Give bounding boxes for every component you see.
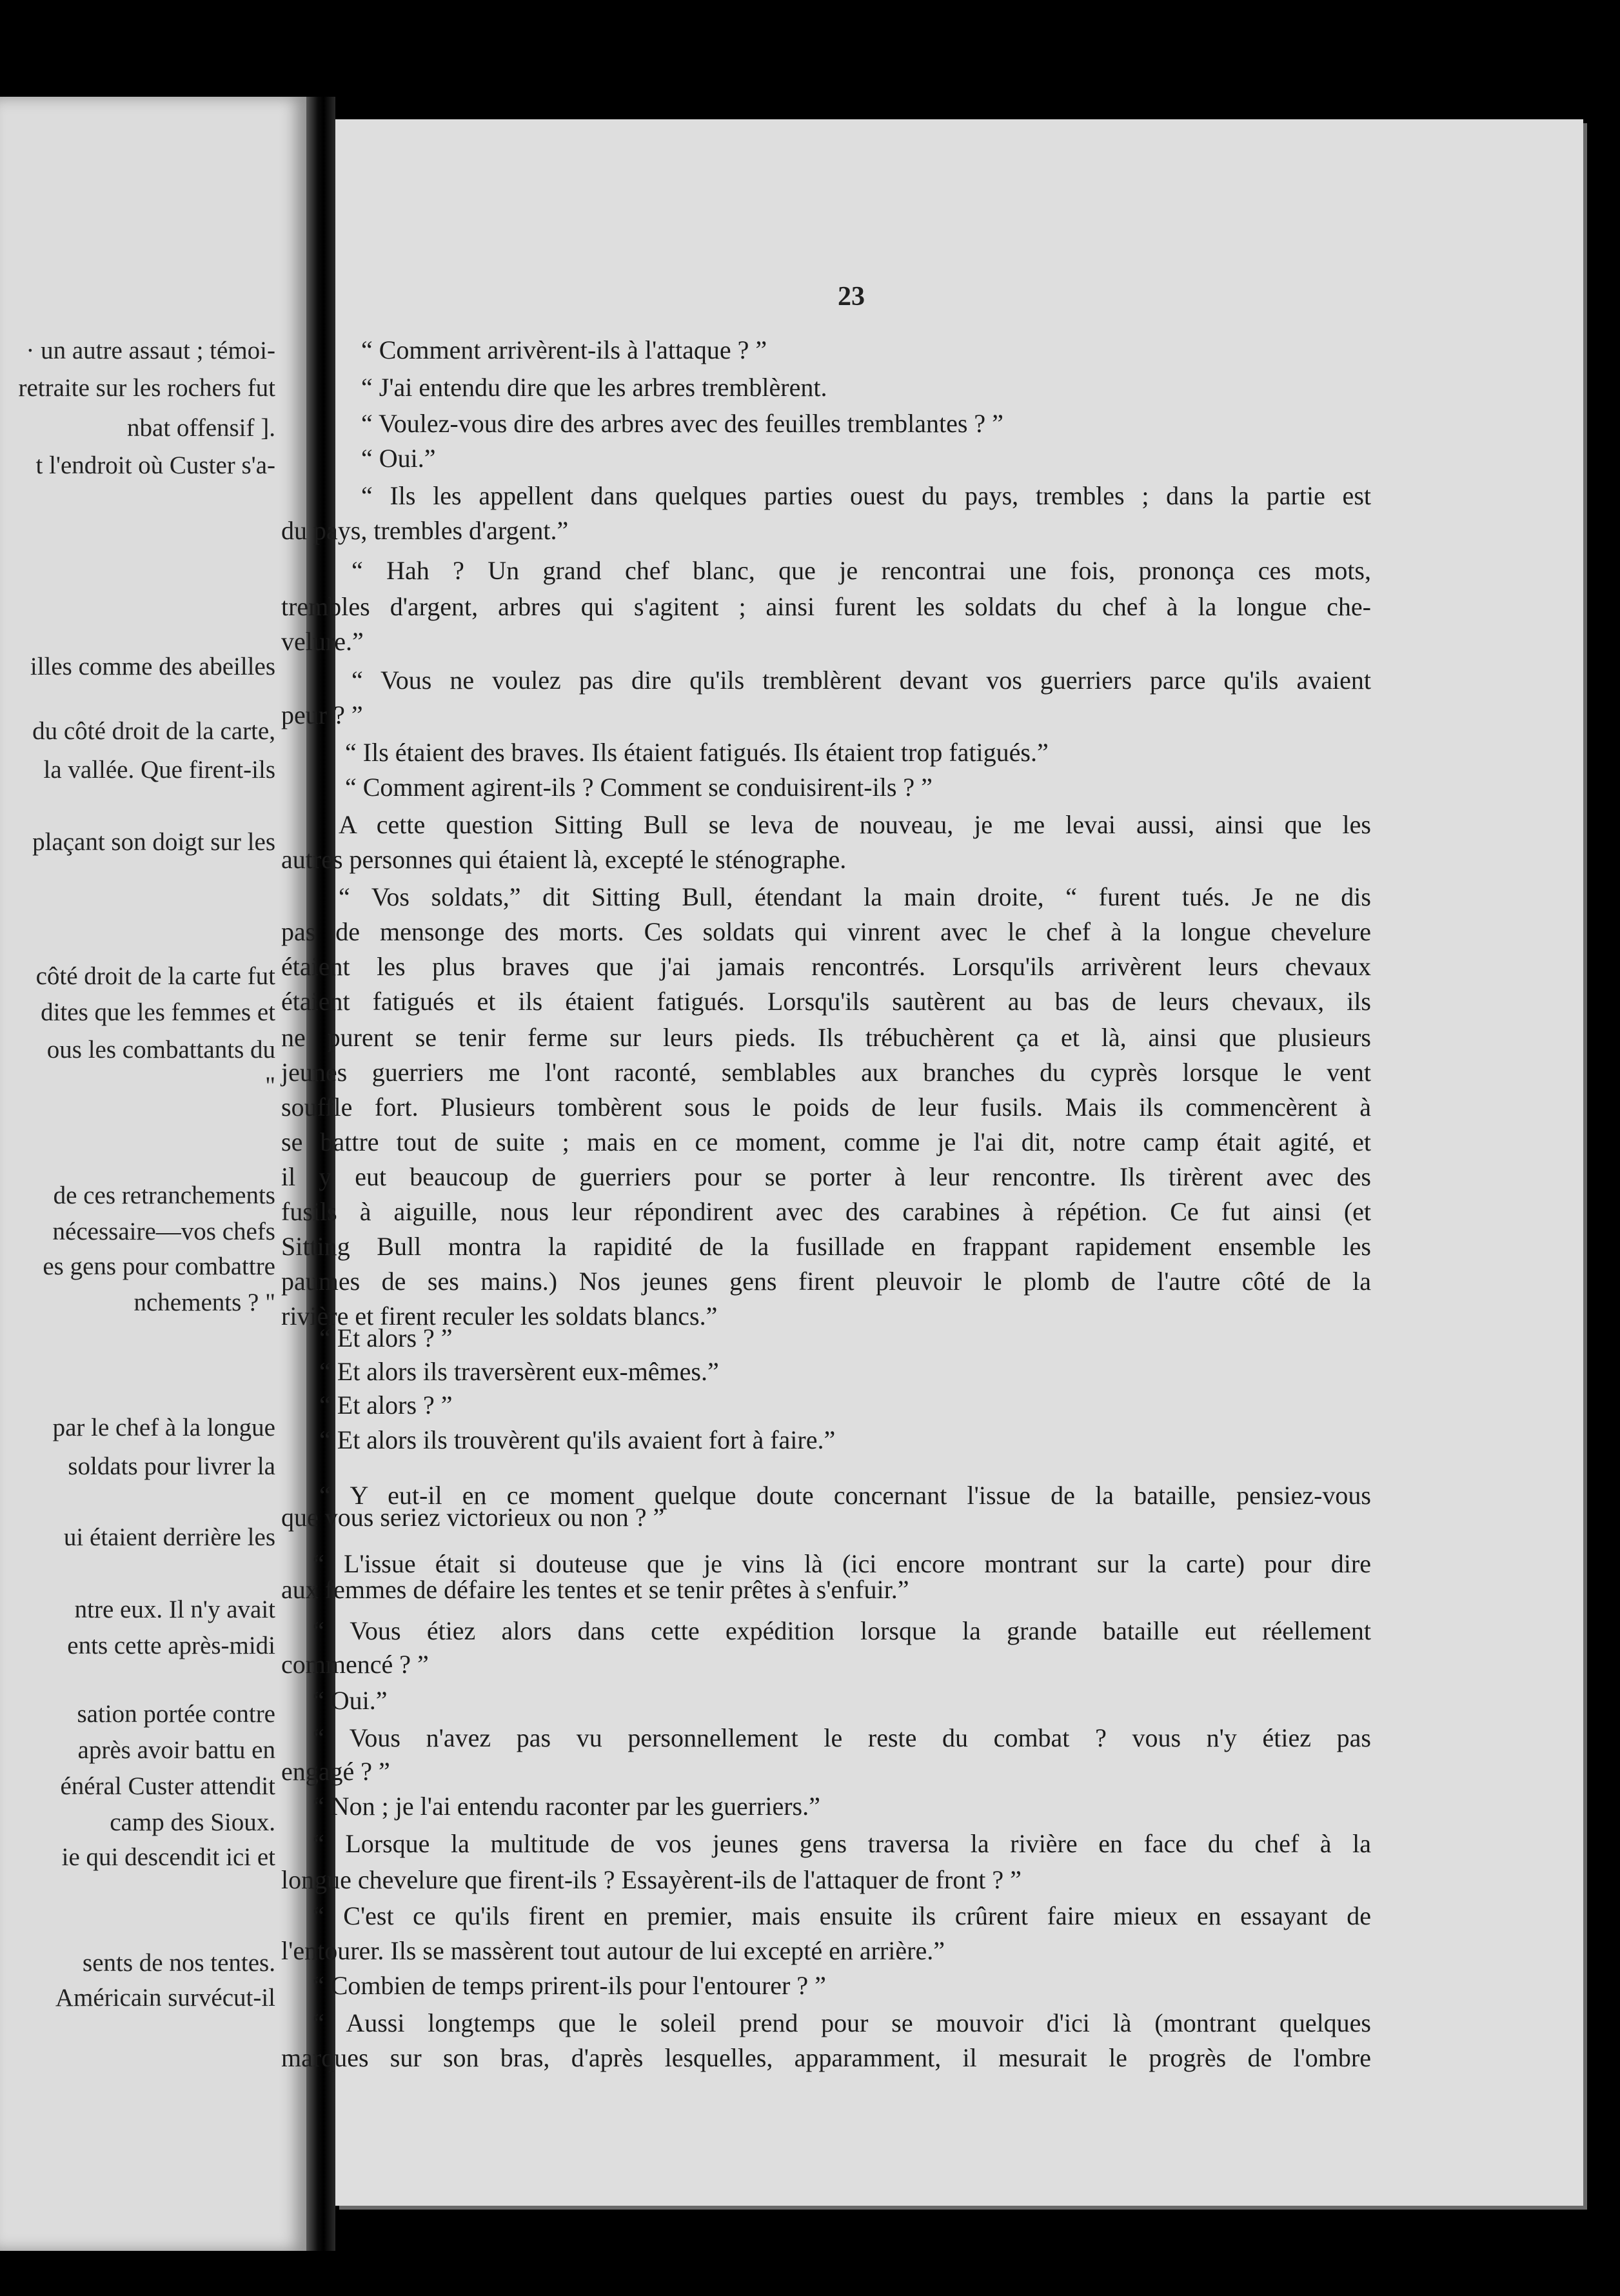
left-page-line: illes comme des abeilles: [30, 653, 275, 680]
left-page-line: es gens pour combattre: [43, 1252, 275, 1280]
text-line: étaient les plus braves que j'ai jamais rencontrés. Lorsqu'ils arrivèrent leurs chevaux: [281, 952, 1371, 981]
text-line: aux femmes de défaire les tentes et se tenir prêtes à s'enfuir.”: [281, 1575, 909, 1604]
text-line: ne purent se tenir ferme sur leurs pieds. Ils trébuchèrent ça et là, ainsi que plusieurs: [281, 1023, 1371, 1052]
text-line: “ C'est ce qu'ils firent en premier, mais ensuite ils crûrent faire mieux en essayant de: [313, 1901, 1371, 1930]
text-line: “ Combien de temps prirent-ils pour l'entourer ? ”: [313, 1971, 826, 2000]
left-page-line: sents de nos tentes.: [83, 1949, 275, 1977]
left-page-line: de ces retranchements: [53, 1182, 275, 1209]
text-line: fusils à aiguille, nous leur répondirent avec des carabines à répétion. Ce fut ainsi (et: [281, 1197, 1371, 1226]
text-line: autres personnes qui étaient là, excepté le sténographe.: [281, 845, 847, 874]
left-page-line: t l'endroit où Custer s'a-: [35, 451, 275, 479]
left-page-line: ents cette après-midi: [67, 1632, 275, 1659]
left-page-line: ous les combattants du: [46, 1036, 275, 1064]
text-line: “ Et alors ? ”: [319, 1323, 453, 1352]
text-line: étaient fatigués et ils étaient fatigués. Lorsqu'ils sautèrent au bas de leurs chevaux, ils: [281, 987, 1371, 1016]
text-line: “ Oui.”: [313, 1686, 388, 1715]
left-page-line: après avoir battu en: [77, 1736, 275, 1764]
left-page-line: Américain survécut-il: [55, 1984, 275, 2012]
text-line: “ Et alors ? ”: [319, 1390, 453, 1420]
text-line: A cette question Sitting Bull se leva de nouveau, je me levai aussi, ainsi que les: [339, 810, 1371, 839]
text-line: “ Non ; je l'ai entendu raconter par les guerriers.”: [313, 1792, 820, 1821]
left-page-line: camp des Sioux.: [110, 1808, 275, 1836]
text-line: pas de mensonge des morts. Ces soldats qui vinrent avec le chef à la longue chevelure: [281, 917, 1371, 946]
text-line: du pays, trembles d'argent.”: [281, 516, 569, 545]
left-page-line: énéral Custer attendit: [60, 1772, 275, 1800]
left-page-line: nécessaire—vos chefs: [52, 1218, 275, 1245]
text-line: “ Comment arrivèrent-ils à l'attaque ? ”: [361, 335, 767, 364]
text-line: engagé ? ”: [281, 1757, 390, 1786]
left-facing-page: [0, 97, 306, 2251]
text-line: “ Aussi longtemps que le soleil prend pour se mouvoir d'ici là (montrant quelques: [313, 2008, 1371, 2037]
text-line: “ Voulez-vous dire des arbres avec des feuilles tremblantes ? ”: [361, 409, 1003, 438]
text-line: peur ? ”: [281, 700, 363, 729]
left-page-line: la vallée. Que firent-ils: [43, 756, 275, 784]
text-line: “ Et alors ils trouvèrent qu'ils avaient fort à faire.”: [319, 1425, 836, 1454]
left-page-line: soldats pour livrer la: [68, 1452, 275, 1480]
text-line: “ Oui.”: [361, 444, 436, 473]
text-line: se battre tout de suite ; mais en ce moment, comme je l'ai dit, notre camp était agité, et: [281, 1127, 1371, 1156]
text-line: “ Vous n'avez pas vu personnellement le reste du combat ? vous n'y étiez pas: [313, 1723, 1371, 1752]
left-page-line: dites que les femmes et: [41, 998, 275, 1026]
left-page-line: plaçant son doigt sur les: [32, 828, 275, 856]
text-line: souffle fort. Plusieurs tombèrent sous le poids de leur fusils. Mais ils commencèrent à: [281, 1093, 1371, 1122]
text-line: l'entourer. Ils se massèrent tout autour de lui excepté en arrière.”: [281, 1936, 945, 1965]
left-page-line: côté droit de la carte fut: [35, 962, 275, 990]
left-page-line: ntre eux. Il n'y avait: [74, 1596, 275, 1623]
text-line: il y eut beaucoup de guerriers pour se porter à leur rencontre. Ils tirèrent avec des: [281, 1162, 1371, 1191]
left-page-line: ": [265, 1072, 275, 1100]
text-line: “ Et alors ils traversèrent eux-mêmes.”: [319, 1357, 719, 1386]
left-page-line: nchements ? ": [133, 1289, 275, 1316]
text-line: que vous seriez victorieux ou non ? ”: [281, 1503, 665, 1532]
text-line: “ Vos soldats,” dit Sitting Bull, étendant la main droite, “ furent tués. Je ne dis: [339, 882, 1371, 911]
text-line: trembles d'argent, arbres qui s'agitent ; ainsi furent les soldats du chef à la longue che-: [281, 592, 1371, 621]
left-page-line: nbat offensif ].: [127, 414, 275, 442]
text-line: “ Comment agirent-ils ? Comment se conduisirent-ils ? ”: [345, 773, 933, 802]
left-page-line: par le chef à la longue: [52, 1414, 275, 1441]
text-line: marques sur son bras, d'après lesquelles, apparamment, il mesurait le progrès de l'ombre: [281, 2043, 1371, 2072]
left-page-line: ie qui descendit ici et: [61, 1843, 275, 1871]
text-line: “ Vous étiez alors dans cette expédition lorsque la grande bataille eut réellement: [313, 1616, 1371, 1645]
text-line: jeunes guerriers me l'ont raconté, semblables aux branches du cyprès lorsque le vent: [281, 1058, 1371, 1087]
left-page-line: · un autre assaut ; témoi-: [26, 337, 275, 364]
left-page-line: du côté droit de la carte,: [32, 717, 275, 745]
text-line: paumes de ses mains.) Nos jeunes gens firent pleuvoir le plomb de l'autre côté de la: [281, 1267, 1371, 1296]
text-line: “ Ils les appellent dans quelques parties ouest du pays, trembles ; dans la partie est: [361, 481, 1371, 510]
text-line: “ Vous ne voulez pas dire qu'ils tremblèrent devant vos guerriers parce qu'ils avaient: [351, 666, 1371, 695]
text-line: “ Ils étaient des braves. Ils étaient fatigués. Ils étaient trop fatigués.”: [345, 738, 1049, 767]
text-line: Sitting Bull montra la rapidité de la fusillade en frappant rapidement ensemble les: [281, 1232, 1371, 1261]
text-line: “ L'issue était si douteuse que je vins là (ici encore montrant sur la carte) pour dire: [313, 1549, 1371, 1578]
left-page-line: retraite sur les rochers fut: [18, 374, 275, 402]
text-line: “ J'ai entendu dire que les arbres tremblèrent.: [361, 373, 827, 402]
text-line: “ Hah ? Un grand chef blanc, que je rencontrai une fois, prononça ces mots,: [351, 556, 1371, 585]
text-line: velure.”: [281, 627, 364, 656]
text-line: “ Lorsque la multitude de vos jeunes gens traversa la rivière en face du chef à la: [313, 1829, 1371, 1858]
page-number: 23: [838, 282, 865, 312]
left-page-line: sation portée contre: [77, 1700, 275, 1728]
left-page-line: ui étaient derrière les: [63, 1523, 275, 1551]
text-line: commencé ? ”: [281, 1650, 429, 1679]
text-line: longue chevelure que firent-ils ? Essayèrent-ils de l'attaquer de front ? ”: [281, 1865, 1022, 1894]
text-line: “ Y eut-il en ce moment quelque doute concernant l'issue de la bataille, pensiez-vous: [319, 1481, 1371, 1510]
text-line: rivière et firent reculer les soldats blancs.”: [281, 1301, 718, 1331]
